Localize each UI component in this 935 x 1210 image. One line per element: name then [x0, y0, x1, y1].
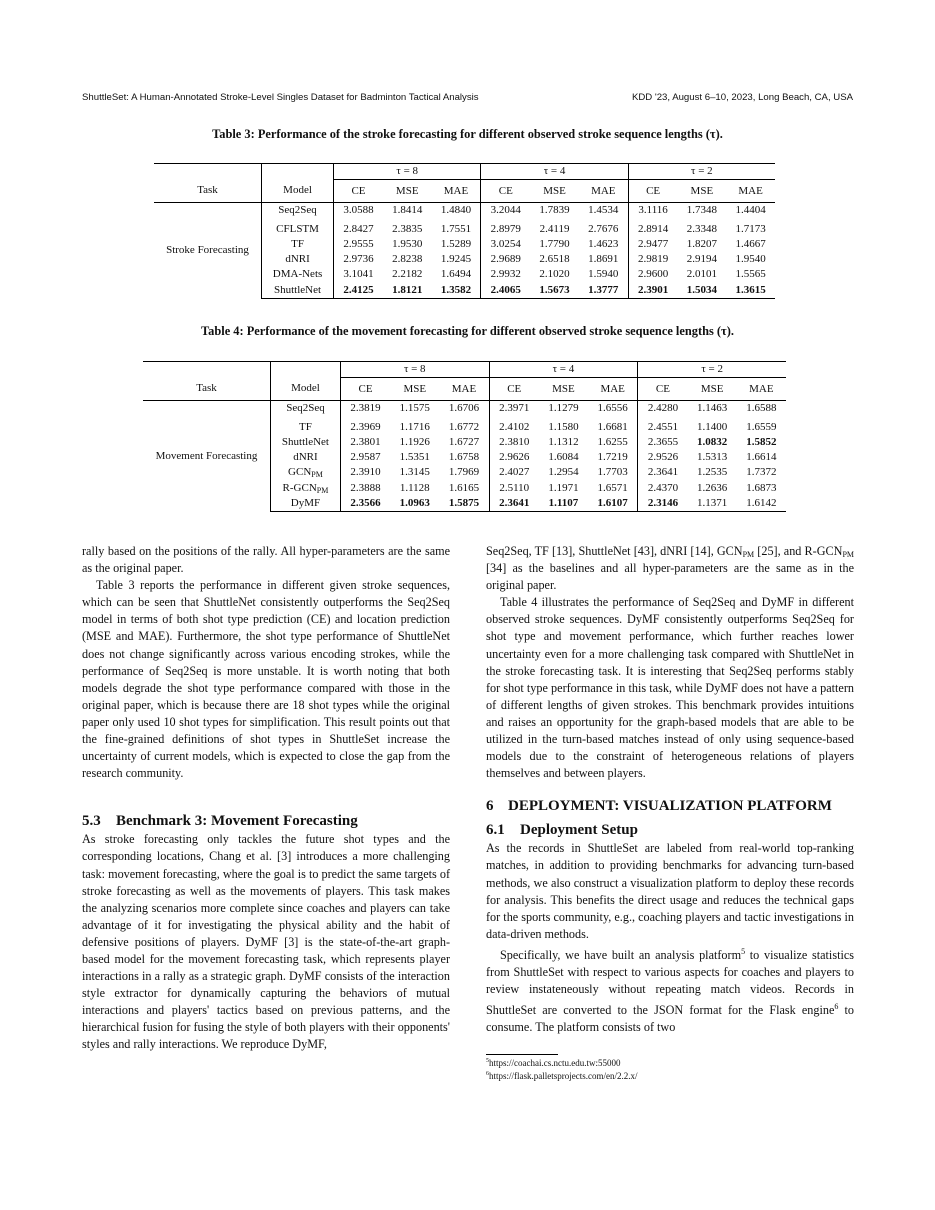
value-cell: 2.9477: [628, 237, 677, 252]
value-cell: 3.0588: [334, 203, 383, 219]
table3-model-header: Model: [262, 180, 334, 203]
value-cell: 2.3971: [489, 401, 539, 417]
value-cell: 1.9530: [392, 237, 423, 250]
table4-metric-header: CE: [489, 378, 539, 401]
table4-tau-row: [143, 362, 786, 378]
table4-tau-8: τ = 8: [340, 362, 489, 378]
value-cell: 2.3901: [628, 283, 677, 299]
value-cell: 1.8121: [383, 283, 432, 299]
table4-header-row: [143, 378, 786, 401]
table3-header-row: [154, 180, 775, 203]
task-cell: Stroke Forecasting: [166, 244, 249, 257]
value-cell: 1.6255: [597, 435, 628, 448]
value-cell: 3.2044: [481, 203, 530, 219]
section-heading-5-3: [82, 811, 450, 831]
table4-model-header: Model: [271, 378, 341, 401]
body-paragraph: As the records in ShuttleSet are labeled from real-world top-ranking matches, in addition to providing benchmarks for advancing turn-based methods, we also construct a visualization platform to deploy these records for analysis. This benefits the direct usage and reduces the technical gaps for the sports community, e.g., coaching players and tactic investigations in data-driven methods.: [486, 841, 854, 941]
model-cell: Seq2Seq: [271, 401, 341, 417]
value-cell: 2.2182: [392, 268, 423, 281]
value-cell: 2.3348: [686, 222, 717, 235]
table3-tau-2: τ = 2: [628, 164, 775, 180]
table3-metric-header: CE: [481, 180, 530, 203]
table3: [154, 163, 775, 299]
value-cell: 1.5852: [746, 435, 777, 448]
table3-metric-header: MSE: [530, 180, 579, 203]
footnote-link[interactable]: https://flask.palletsprojects.com/en/2.2.x/: [489, 1071, 638, 1081]
value-cell: 1.2535: [697, 466, 728, 479]
value-cell: 1.4534: [588, 204, 619, 217]
value-cell: 2.3910: [340, 465, 390, 480]
value-cell: 2.9689: [481, 252, 530, 267]
value-cell: 1.6559: [746, 420, 777, 433]
value-cell: 1.3615: [726, 283, 775, 299]
table4-metric-header: MAE: [439, 378, 489, 401]
table3-metric-header: MAE: [432, 180, 481, 203]
value-cell: 2.4027: [489, 465, 539, 480]
value-cell: 1.1312: [548, 435, 579, 448]
value-cell: 1.6107: [588, 496, 638, 512]
value-cell: 2.4065: [481, 283, 530, 299]
table4-metric-header: MAE: [588, 378, 638, 401]
value-cell: 2.3810: [489, 435, 539, 450]
model-cell: DyMF: [271, 496, 341, 512]
value-cell: 1.0832: [697, 435, 728, 448]
value-cell: 2.9626: [489, 450, 539, 465]
value-cell: 1.2954: [548, 466, 579, 479]
body-paragraph: As stroke forecasting only tackles the future shot types and the corresponding locations, Chang et al. [3] introduces a more challenging task: movement forecasting, where the goal is to predict the same targets of stroke forecasting as well as the movements of players. This task makes the analyzing scenarios more complete since coaches and players can take advantage of it for investigating the physical ability and the habit of defensive positions of players. DyMF [3] is the state-of-the-art graph-based model for the movement forecasting task, which represents player interactions in a rally as a strategic graph. DyMF consists of the interaction style extractor for dynamically capturing the behaviors of mutual interactions and players' tactics based on previous patterns, and the hierarchical fusion for fusing the style of both players with their opponents' styles and rally interactions. We reproduce DyMF,: [82, 832, 450, 1052]
value-cell: 1.0963: [390, 496, 439, 512]
value-cell: 2.8427: [334, 219, 383, 237]
value-cell: 1.6571: [597, 481, 628, 494]
value-cell: 1.1971: [548, 481, 579, 494]
table3-tau-4: τ = 4: [481, 164, 628, 180]
value-cell: 1.6614: [746, 451, 777, 464]
table-row: [143, 401, 786, 417]
value-cell: 1.7790: [539, 237, 570, 250]
model-cell: TF: [271, 417, 341, 435]
value-cell: 2.4102: [489, 417, 539, 435]
value-cell: 2.0101: [686, 268, 717, 281]
value-cell: 2.9194: [686, 253, 717, 266]
section-heading-6-1: [486, 820, 854, 840]
value-cell: 1.6706: [448, 402, 480, 415]
value-cell: 2.3566: [340, 496, 390, 512]
value-cell: 1.6142: [737, 496, 786, 512]
table4-metric-header: CE: [638, 378, 688, 401]
value-cell: 1.7219: [597, 451, 628, 464]
section-heading-6: [486, 796, 854, 816]
table3-metric-header: MAE: [726, 180, 775, 203]
model-cell: $R-GCN_{PM}$: [271, 481, 341, 496]
task-cell: Movement Forecasting: [155, 449, 258, 462]
table4-metric-header: MSE: [539, 378, 588, 401]
value-cell: 2.3146: [638, 496, 688, 512]
value-cell: 1.1580: [548, 420, 579, 433]
table4: [143, 361, 786, 512]
value-cell: 1.4404: [735, 204, 766, 217]
model-cell: CFLSTM: [262, 219, 334, 237]
value-cell: 1.7348: [686, 204, 717, 217]
body-paragraph: Table 4 illustrates the performance of Seq2Seq and DyMF in different observed stroke sequences. DyMF consistently outperforms Seq2Seq for shot type and movement performance, which further reaches lower uncertainty even for a more challenging task compared with ShuttleNet in the stroke forecasting task. It is interesting that Seq2Seq performs stably for shot type performance in this task, while DyMF does not have a pattern of different lengths of given strokes. This benchmark provides intuitions and raises an opportunity for the graph-based models that are able to be utilized in the turn-based matches instead of only using sequence-based models due to the constraint of heterogeneous relations of players themselves and between players.: [486, 595, 854, 781]
footnote-link[interactable]: https://coachai.cs.nctu.edu.tw:55000: [489, 1058, 621, 1068]
value-cell: 1.7703: [597, 466, 628, 479]
value-cell: 1.2636: [697, 481, 728, 494]
model-cell: DMA-Nets: [262, 267, 334, 282]
value-cell: 1.6588: [746, 402, 777, 415]
value-cell: 2.3969: [340, 417, 390, 435]
table4-metric-header: MSE: [390, 378, 439, 401]
value-cell: 2.9600: [628, 267, 677, 282]
value-cell: 2.4370: [638, 481, 688, 496]
table3-metric-header: CE: [334, 180, 383, 203]
value-cell: 1.9540: [735, 253, 766, 266]
model-cell: dNRI: [262, 252, 334, 267]
value-cell: 1.8691: [588, 253, 619, 266]
body-paragraph: Seq2Seq, TF [13], ShuttleNet [43], dNRI [14], $GCN_{PM}$ [25], and $R-GCN_{PM}$ [34] as the baselines and all hyper-parameters are the same as in the original paper.: [486, 544, 854, 593]
value-cell: 1.7551: [440, 222, 472, 235]
value-cell: 1.1107: [539, 496, 588, 512]
value-cell: 3.1041: [334, 267, 383, 282]
value-cell: 2.1020: [539, 268, 570, 281]
value-cell: 2.3819: [340, 401, 390, 417]
value-cell: 2.3641: [638, 465, 688, 480]
table4-tau-2: τ = 2: [638, 362, 786, 378]
value-cell: 1.3145: [399, 466, 430, 479]
table3-task-header: Task: [154, 180, 262, 203]
table3-tau-row: [154, 164, 775, 180]
value-cell: 2.7676: [588, 222, 619, 235]
model-cell: $GCN_{PM}$: [271, 465, 341, 480]
value-cell: 2.6518: [539, 253, 570, 266]
value-cell: 2.9819: [628, 252, 677, 267]
value-cell: 1.6556: [597, 402, 628, 415]
value-cell: 1.6084: [548, 451, 579, 464]
body-paragraph: Table 3 reports the performance in different given stroke sequences, which can be seen that ShuttleNet consistently outperforms the Seq2Seq model in terms of both shot type prediction (CE) and location prediction (MSE and MAE). Furthermore, the shot type performance of ShuttleNet does not change significantly across various encoding strokes, while the performance of Seq2Seq is more unstable. It is worth noting that both models degrade the shot type performance compared with those in the original paper, which is because there are 18 shot types while the original paper only used 10 shot types for simplification. This result points out that the fine-grained definitions of shot types in ShuttleSet increase the uncertainty of current models, which is expected to close the gap from the research community.: [82, 578, 450, 781]
value-cell: 1.5940: [588, 268, 619, 281]
model-cell: Seq2Seq: [262, 203, 334, 219]
value-cell: 2.4125: [334, 283, 383, 299]
value-cell: 1.7372: [746, 466, 777, 479]
value-cell: 1.1400: [697, 420, 728, 433]
value-cell: 1.7173: [735, 222, 766, 235]
value-cell: 3.0254: [481, 237, 530, 252]
value-cell: 2.9736: [334, 252, 383, 267]
value-cell: 1.1128: [399, 481, 430, 494]
table4-metric-header: MAE: [737, 378, 786, 401]
value-cell: 1.3777: [579, 283, 628, 299]
value-cell: 1.1926: [399, 435, 430, 448]
value-cell: 1.5875: [439, 496, 489, 512]
value-cell: 1.6165: [448, 481, 480, 494]
value-cell: 2.9555: [334, 237, 383, 252]
section-number: 6: [486, 798, 494, 815]
value-cell: 1.1371: [688, 496, 737, 512]
value-cell: 2.4119: [539, 222, 570, 235]
value-cell: 1.9245: [440, 253, 472, 266]
value-cell: 1.1575: [399, 402, 430, 415]
value-cell: 1.7969: [448, 466, 480, 479]
value-cell: 2.9932: [481, 267, 530, 282]
table3-metric-header: MAE: [579, 180, 628, 203]
body-paragraph: Specifically, we have built an analysis platform$^5$ to visualize statistics from ShuttleSet with respect to various aspects for coaches and players to review instateneously without repeating match videos. Records in ShuttleSet are converted to the JSON format for the Flask engine$^6$ to consume. The platform consists of two: [486, 946, 854, 1035]
value-cell: 1.1463: [697, 402, 728, 415]
value-cell: 2.8914: [628, 219, 677, 237]
value-cell: 1.6681: [597, 420, 628, 433]
footnote-rule: [486, 1054, 558, 1055]
value-cell: 1.1716: [399, 420, 430, 433]
value-cell: 2.3801: [340, 435, 390, 450]
value-cell: 2.4280: [638, 401, 688, 417]
value-cell: 2.9587: [340, 450, 390, 465]
value-cell: 2.3835: [392, 222, 423, 235]
value-cell: 1.5289: [440, 237, 472, 250]
right-column: [486, 543, 854, 1036]
model-cell: TF: [262, 237, 334, 252]
value-cell: 2.5110: [489, 481, 539, 496]
value-cell: 2.3641: [489, 496, 539, 512]
value-cell: 2.9526: [638, 450, 688, 465]
model-cell: dNRI: [271, 450, 341, 465]
table4-task-header: Task: [143, 378, 271, 401]
footnote-6: $^6$https://flask.palletsprojects.com/en/2.2.x/: [486, 1071, 638, 1081]
section-number: 5.3: [82, 813, 101, 830]
left-column: [82, 543, 450, 1054]
running-header-venue: KDD '23, August 6–10, 2023, Long Beach, CA, USA: [631, 92, 853, 103]
table3-metric-header: MSE: [678, 180, 727, 203]
table4-tau-4: τ = 4: [489, 362, 638, 378]
value-cell: 3.1116: [628, 203, 677, 219]
body-paragraph: rally based on the positions of the rally. All hyper-parameters are the same as the original paper.: [82, 544, 450, 576]
value-cell: 1.3582: [432, 283, 481, 299]
section-title: Deployment Setup: [520, 822, 638, 839]
table-row: [154, 203, 775, 219]
section-title: Benchmark 3: Movement Forecasting: [116, 813, 358, 830]
table4-metric-header: CE: [340, 378, 390, 401]
model-cell: ShuttleNet: [262, 283, 334, 299]
value-cell: 1.5034: [678, 283, 727, 299]
value-cell: 1.7839: [539, 204, 570, 217]
value-cell: 1.5673: [530, 283, 579, 299]
value-cell: 1.4667: [735, 237, 766, 250]
table4-metric-header: MSE: [688, 378, 737, 401]
value-cell: 1.1279: [548, 402, 579, 415]
value-cell: 1.5313: [697, 451, 728, 464]
value-cell: 2.4551: [638, 417, 688, 435]
value-cell: 1.8207: [686, 237, 717, 250]
value-cell: 1.5565: [735, 268, 766, 281]
section-number: 6.1: [486, 822, 505, 839]
table3-metric-header: MSE: [383, 180, 432, 203]
value-cell: 1.4623: [588, 237, 619, 250]
value-cell: 1.6494: [440, 268, 472, 281]
value-cell: 2.8238: [392, 253, 423, 266]
table3-metric-header: CE: [628, 180, 677, 203]
value-cell: 1.6727: [448, 435, 480, 448]
table3-tau-8: τ = 8: [334, 164, 481, 180]
value-cell: 2.3655: [638, 435, 688, 450]
value-cell: 1.6873: [746, 481, 777, 494]
value-cell: 2.3888: [340, 481, 390, 496]
value-cell: 1.4840: [440, 204, 472, 217]
section-title: DEPLOYMENT: VISUALIZATION PLATFORM: [508, 798, 832, 815]
value-cell: 1.6758: [448, 451, 480, 464]
table3-caption: Table 3: Performance of the stroke forecasting for different observed stroke sequence lengths (τ).: [212, 127, 723, 141]
running-header-title: ShuttleSet: A Human-Annotated Stroke-Level Singles Dataset for Badminton Tactical Analysis: [82, 92, 479, 103]
model-cell: ShuttleNet: [271, 435, 341, 450]
table4-caption: Table 4: Performance of the movement forecasting for different observed stroke sequence lengths (τ).: [201, 324, 734, 338]
value-cell: 1.5351: [399, 451, 430, 464]
value-cell: 2.8979: [481, 219, 530, 237]
footnote-5: $^5$https://coachai.cs.nctu.edu.tw:55000: [486, 1058, 621, 1068]
value-cell: 1.6772: [448, 420, 480, 433]
value-cell: 1.8414: [392, 204, 423, 217]
